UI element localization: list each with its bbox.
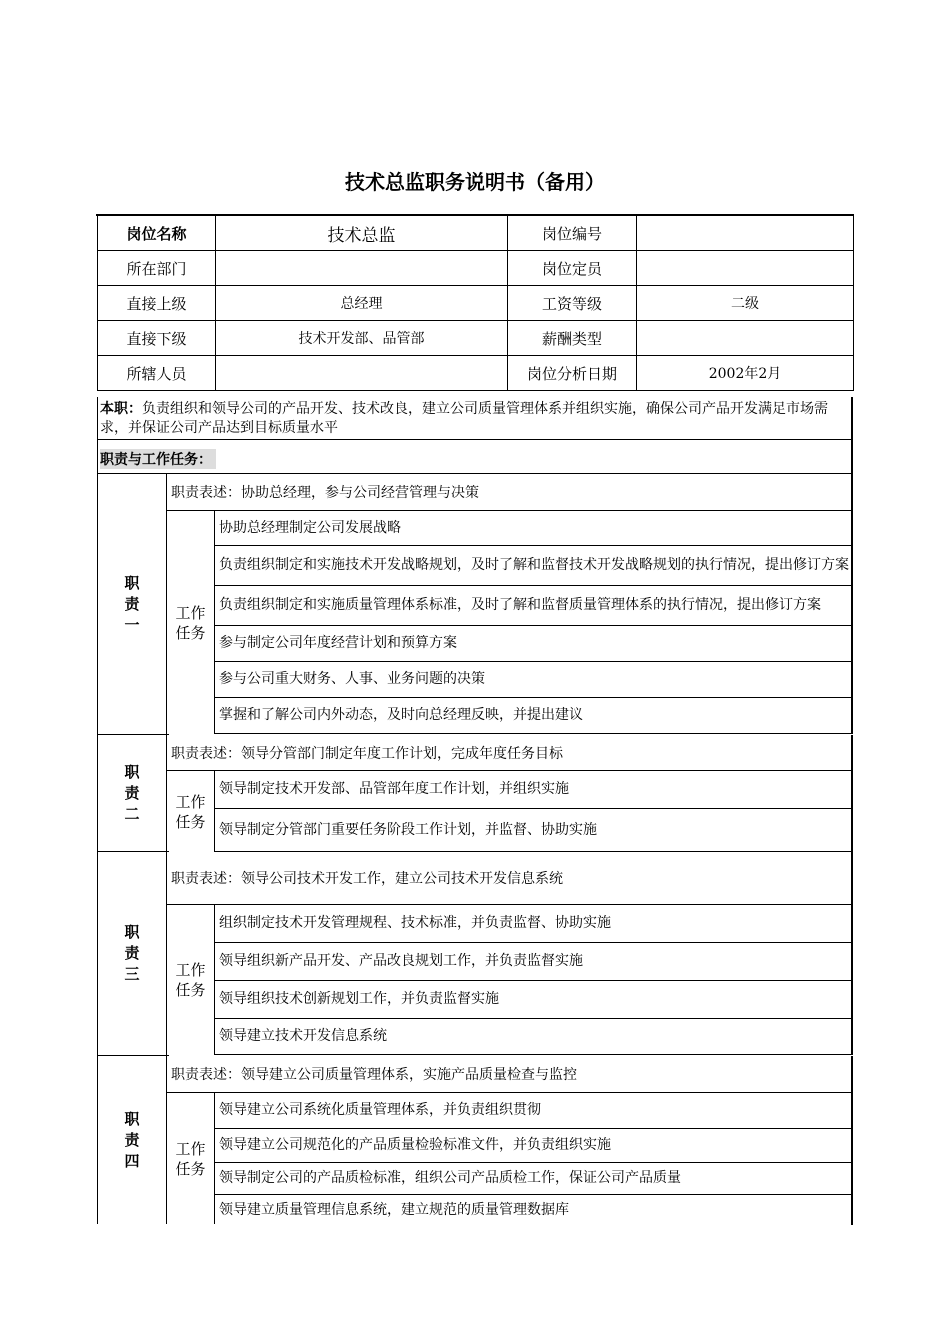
work-label-text: 任务 <box>175 812 206 831</box>
job-summary-label: 本职： <box>100 401 142 417</box>
position-number-value <box>637 216 854 251</box>
department-value <box>216 251 508 286</box>
duty-1-label-char: 职 <box>124 573 140 592</box>
work-label-text: 任务 <box>175 981 206 999</box>
table-row <box>98 216 854 251</box>
duty-3-label <box>97 852 167 1055</box>
document-title: 技术总监职务说明书（备用） <box>345 170 605 194</box>
duty-3-label-char: 责 <box>124 944 140 962</box>
duty-4-label-char: 四 <box>124 1151 140 1170</box>
duty-2-task: 领导制定分管部门重要任务阶段工作计划，并监督、协助实施 <box>215 809 853 852</box>
duty-2-label-char: 职 <box>124 763 140 781</box>
duty-4-description: 职责表述：领导建立公司质量管理体系，实施产品质量检查与监控 <box>167 1056 853 1093</box>
duties-heading: 职责与工作任务： <box>100 449 216 469</box>
analysis-date-value: 2002年2月 <box>637 356 854 391</box>
work-label-text: 任务 <box>175 1159 206 1178</box>
duty-4-label-char: 职 <box>124 1109 140 1128</box>
duty-4-task: 领导建立公司系统化质量管理体系，并负责组织贯彻 <box>215 1093 853 1129</box>
staff-label: 所辖人员 <box>98 356 216 391</box>
headcount-label: 岗位定员 <box>508 251 637 286</box>
duty-4-task: 领导建立公司规范化的产品质量检验标准文件，并负责组织实施 <box>215 1129 853 1163</box>
duty-4-label <box>97 1056 167 1224</box>
salary-grade-value: 二级 <box>637 286 854 321</box>
duty-2-description: 职责表述：领导分管部门制定年度工作计划，完成年度任务目标 <box>167 735 853 771</box>
duty-2-label-char: 二 <box>124 805 140 823</box>
duty-1-label-char: 责 <box>124 594 140 613</box>
duty-3-label-char: 三 <box>124 965 140 983</box>
position-info-table <box>97 215 854 391</box>
direct-subordinate-label: 直接下级 <box>98 321 216 356</box>
analysis-date-label: 岗位分析日期 <box>508 356 637 391</box>
duty-2-label-char: 责 <box>124 784 140 802</box>
duty-3-task: 领导组织技术创新规划工作，并负责监督实施 <box>215 981 853 1019</box>
duty-1-task: 协助总经理制定公司发展战略 <box>215 511 853 546</box>
pay-type-value <box>637 321 854 356</box>
duty-3-label-char: 职 <box>124 923 140 941</box>
duties-heading-row <box>97 440 853 474</box>
duty-1-task: 参与公司重大财务、人事、业务问题的决策 <box>215 662 853 698</box>
duty-2-task: 领导制定技术开发部、品管部年度工作计划，并组织实施 <box>215 771 853 809</box>
headcount-value <box>637 251 854 286</box>
work-label-text: 任务 <box>175 623 206 642</box>
duty-3-work-label <box>167 905 215 1055</box>
job-summary-text: 负责组织和领导公司的产品开发、技术改良，建立公司质量管理体系并组织实施，确保公司产品开发满足市场需求，并保证公司产品达到目标质量水平 <box>100 401 828 436</box>
pay-type-label: 薪酬类型 <box>508 321 637 356</box>
duty-2-work-label <box>167 771 215 852</box>
duty-4-task: 领导建立质量管理信息系统，建立规范的质量管理数据库 <box>215 1195 853 1225</box>
duty-3-task: 组织制定技术开发管理规程、技术标准，并负责监督、协助实施 <box>215 905 853 943</box>
position-number-label: 岗位编号 <box>508 216 637 251</box>
duty-1-label <box>97 474 167 734</box>
direct-subordinate-value: 技术开发部、品管部 <box>216 321 508 356</box>
duty-4-task: 领导制定公司的产品质检标准，组织公司产品质检工作，保证公司产品质量 <box>215 1163 853 1195</box>
staff-value <box>216 356 508 391</box>
work-label-text: 工作 <box>175 603 206 622</box>
work-label-text: 工作 <box>175 961 206 979</box>
department-label: 所在部门 <box>98 251 216 286</box>
duty-4-label-char: 责 <box>124 1130 140 1149</box>
duty-4-work-label <box>167 1093 215 1224</box>
table-row <box>98 286 854 321</box>
duty-1-task: 参与制定公司年度经营计划和预算方案 <box>215 626 853 662</box>
duty-1-description: 职责表述：协助总经理，参与公司经营管理与决策 <box>167 474 853 511</box>
table-row <box>98 251 854 286</box>
duty-3-task: 领导组织新产品开发、产品改良规划工作，并负责监督实施 <box>215 943 853 981</box>
direct-superior-value: 总经理 <box>216 286 508 321</box>
duty-3-description: 职责表述：领导公司技术开发工作，建立公司技术开发信息系统 <box>167 852 853 905</box>
duty-3-task: 领导建立技术开发信息系统 <box>215 1019 853 1055</box>
table-row <box>98 356 854 391</box>
duty-1-task: 负责组织制定和实施技术开发战略规划，及时了解和监督技术开发战略规划的执行情况，提出修订方案 <box>215 546 853 586</box>
work-label-text: 工作 <box>175 1139 206 1158</box>
duty-1-label-char: 一 <box>124 615 140 634</box>
work-label-text: 工作 <box>175 792 206 811</box>
job-summary <box>97 397 853 440</box>
duty-1-work-label <box>167 511 215 734</box>
duty-1-task: 负责组织制定和实施质量管理体系标准，及时了解和监督质量管理体系的执行情况，提出修订方案 <box>215 586 853 626</box>
direct-superior-label: 直接上级 <box>98 286 216 321</box>
duty-1-task: 掌握和了解公司内外动态，及时向总经理反映，并提出建议 <box>215 698 853 734</box>
table-row <box>98 321 854 356</box>
position-name-value: 技术总监 <box>216 216 508 251</box>
position-name-label: 岗位名称 <box>98 216 216 251</box>
salary-grade-label: 工资等级 <box>508 286 637 321</box>
duty-2-label <box>97 735 167 852</box>
